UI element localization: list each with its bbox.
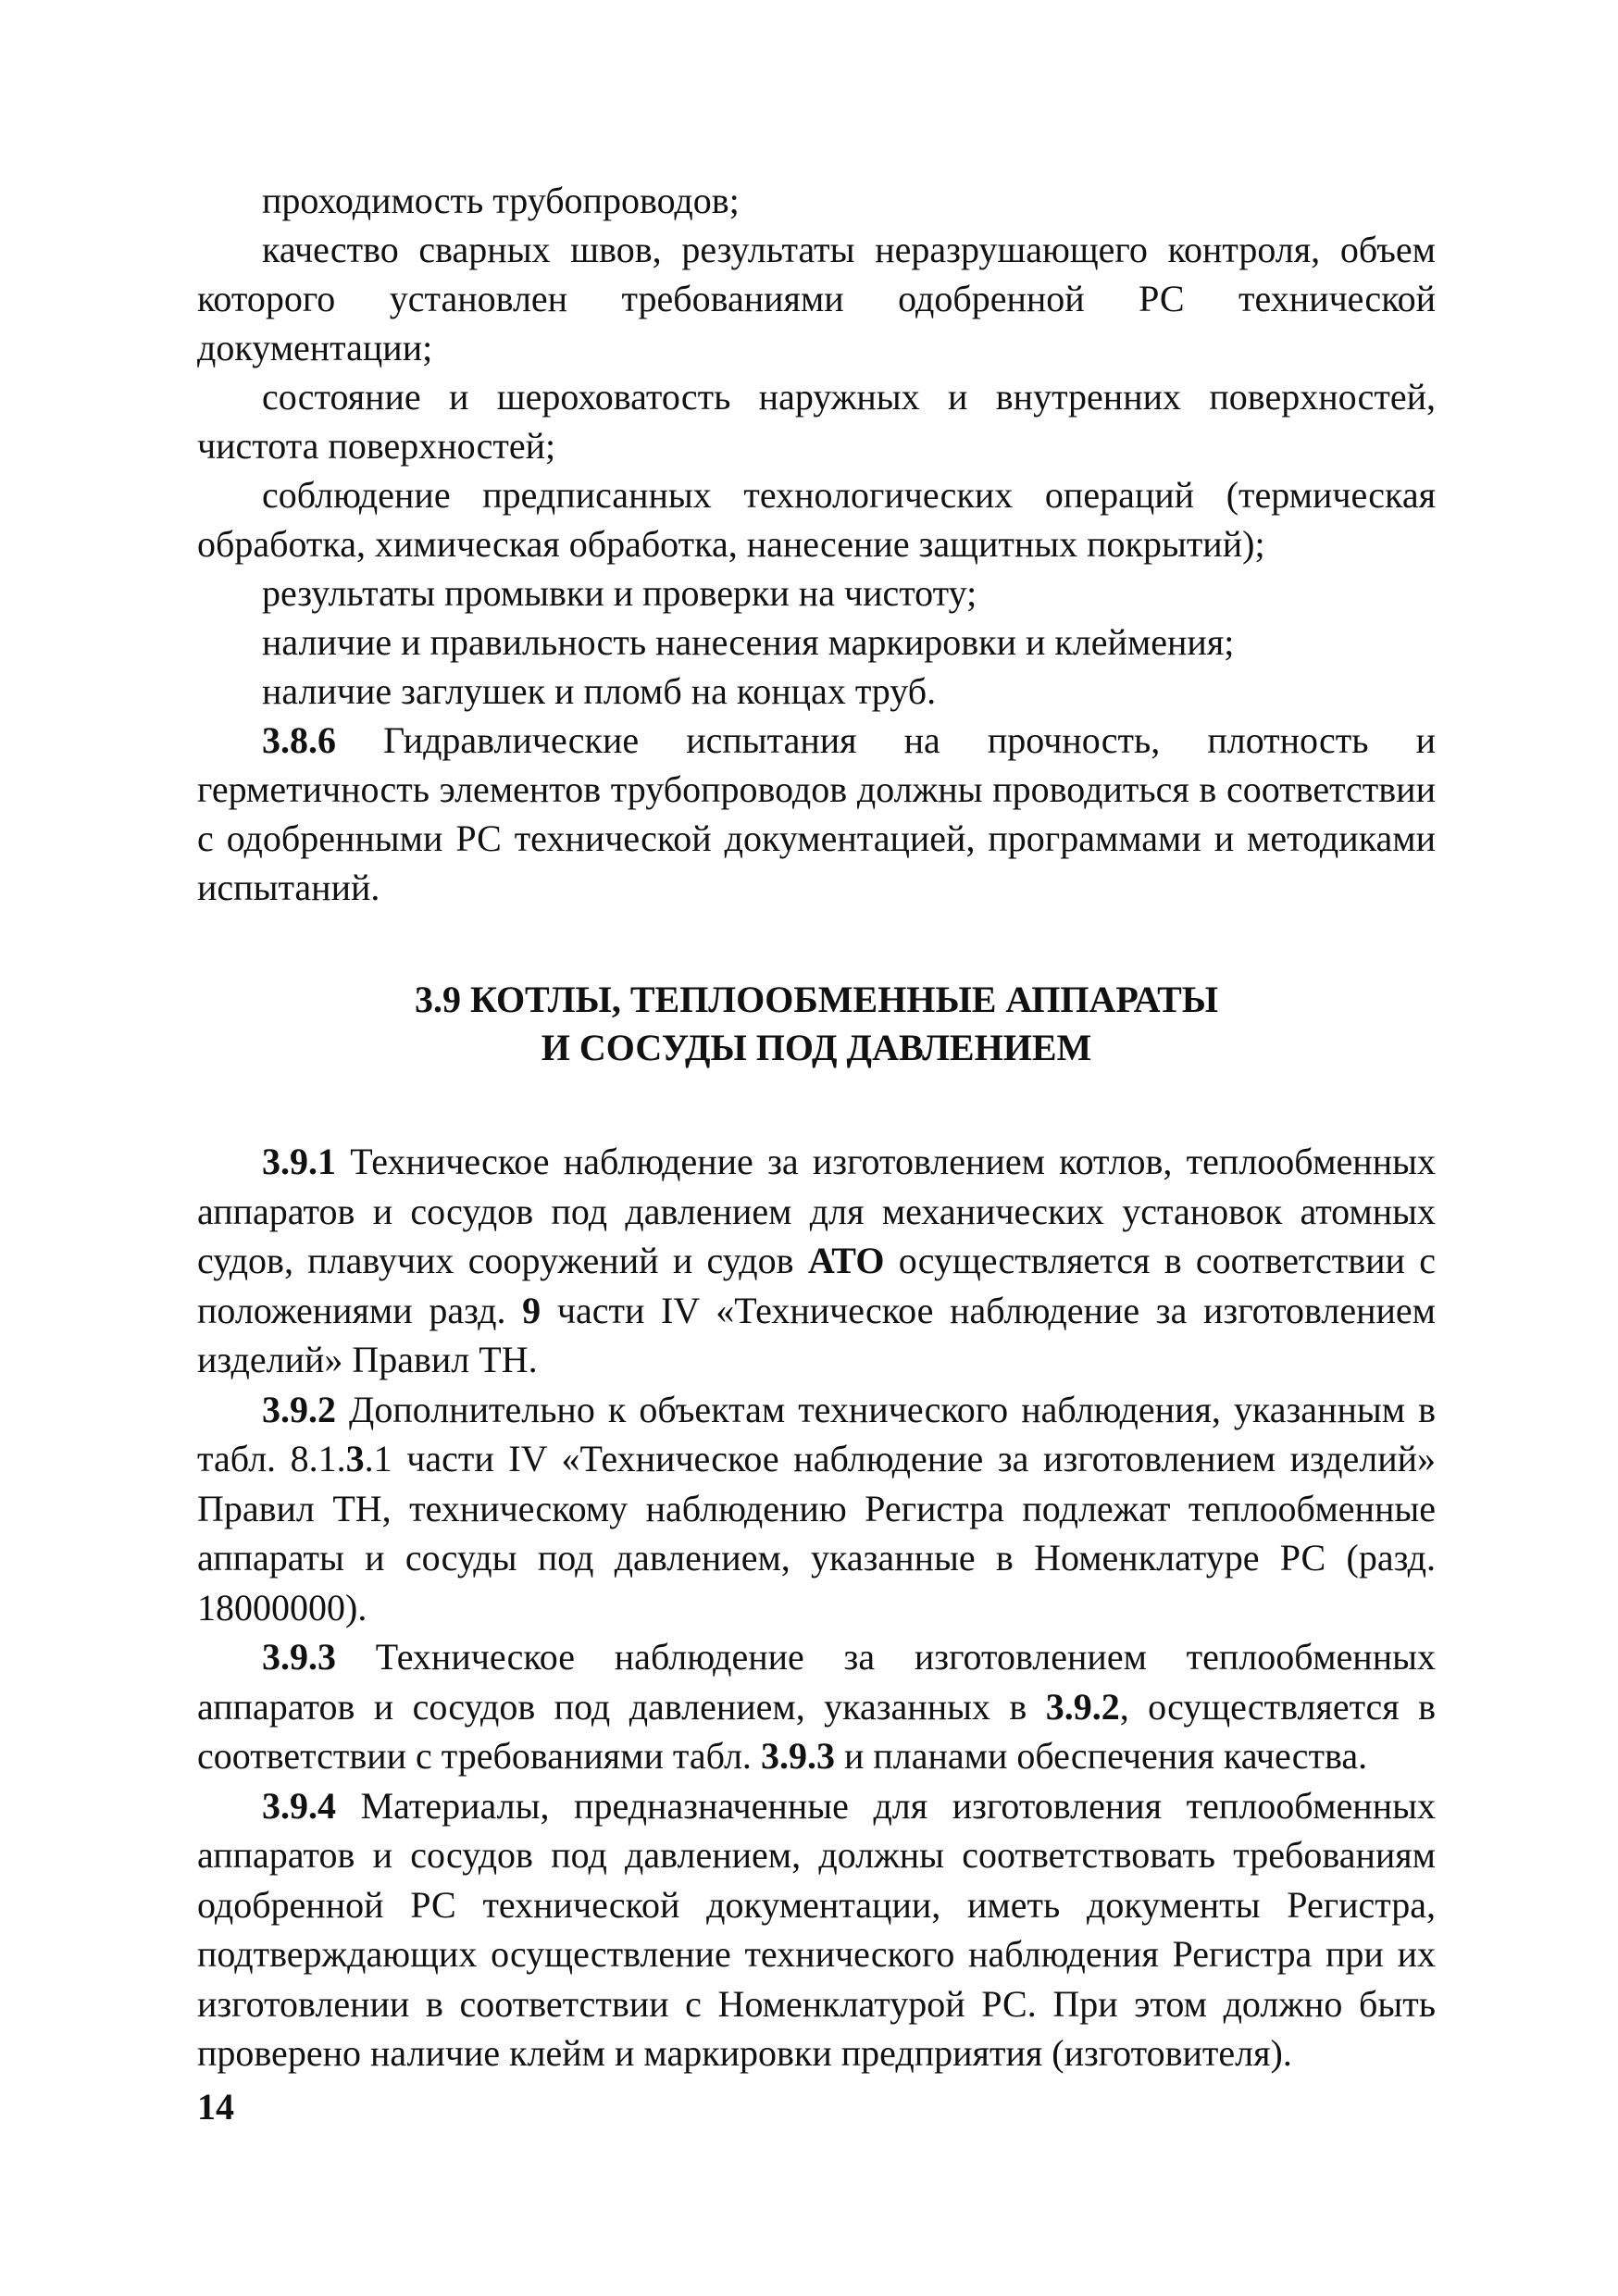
list-item: результаты промывки и проверки на чистоту;: [262, 572, 977, 614]
clause-bold-term: 9: [522, 1289, 541, 1331]
clause-number: 3.9.2: [262, 1388, 336, 1430]
clause-text: Техническое наблюдение за изготовлением котлов, теплообменных аппаратов и сосудов под давлением для механических установок атомных судов, плавучих сооружений и судов: [197, 1141, 1436, 1281]
list-item: соблюдение предписанных технологических операций (термическая обработка, химическая обработка, нанесение защитных покрытий);: [197, 474, 1436, 565]
list-item: состояние и шероховатость наружных и внутренних поверхностей, чистота поверхностей;: [197, 376, 1436, 467]
clause-reference: 3.9.2: [1045, 1685, 1120, 1728]
clause-text: Материалы, предназначенные для изготовления теплообменных аппаратов и сосудов под давлением, должны соответствовать требованиям одобренной РС технической документации, иметь документы Регистра, подтверждающих осуществление технического наблюдения Регистра при их изготовлении в соответствии с Номенклатурой РС. При этом должно быть проверено наличие клейм и маркировки предприятия (изготовителя).: [197, 1784, 1436, 2074]
clause-3-9-4: [197, 1781, 1436, 2078]
clause-bold-term: 3: [345, 1438, 365, 1479]
clause-number: 3.9.1: [262, 1141, 336, 1182]
clause-text: , осуществляется в соответствии с требованиями табл.: [197, 1685, 1436, 1777]
clause-text: Дополнительно к объектам технического наблюдения, указанным в табл. 8.1.: [197, 1388, 1436, 1479]
clause-text: части IV «Техническое наблюдение за изготовлением изделий» Правил ТН.: [197, 1289, 1436, 1380]
section-heading-line-2: И СОСУДЫ ПОД ДАВЛЕНИЕМ: [541, 1027, 1092, 1068]
clause-text: и планами обеспечения качества.: [834, 1735, 1368, 1777]
clause-3-8-6: [197, 716, 1436, 912]
clause-number: 3.9.3: [262, 1636, 336, 1678]
page-number: 14: [197, 2086, 234, 2128]
list-item: качество сварных швов, результаты неразрушающего контроля, объем которого установлен требованиями одобренной РС технической документации;: [197, 229, 1436, 368]
clause-3-9-3: [197, 1632, 1436, 1781]
clause-text: Гидравлические испытания на прочность, плотность и герметичность элементов трубопроводов должны проводиться в соответствии с одобренными РС технической документацией, программами и методиками испытаний.: [197, 719, 1436, 908]
clause-reference: 3.9.3: [760, 1735, 835, 1777]
clause-3-9-1: [197, 1137, 1436, 1385]
clause-number: 3.9.4: [262, 1784, 336, 1827]
page-body: [197, 176, 1436, 2078]
clause-text: .1 части IV «Техническое наблюдение за изготовлением изделий» Правил ТН, техническому наблюдению Регистра подлежат теплообменные аппараты и сосуды под давлением, указанные в Номенклатуре РС (разд. 18000000).: [197, 1438, 1437, 1628]
clause-bold-term: АТО: [807, 1240, 885, 1281]
clause-3-9-2: [197, 1385, 1436, 1633]
clause-text: Техническое наблюдение за изготовлением теплообменных аппаратов и сосудов под давлением, указанных в: [197, 1636, 1436, 1728]
clause-text: осуществляется в соответствии с положениями разд.: [197, 1240, 1436, 1331]
section-heading-line-1: 3.9 КОТЛЫ, ТЕПЛООБМЕННЫЕ АППАРАТЫ: [414, 979, 1219, 1020]
clause-number: 3.8.6: [262, 719, 336, 761]
list-item: наличие и правильность нанесения маркировки и клеймения;: [262, 621, 1235, 663]
list-item: проходимость трубопроводов;: [262, 180, 740, 221]
list-item: наличие заглушек и пломб на концах труб.: [262, 670, 937, 712]
